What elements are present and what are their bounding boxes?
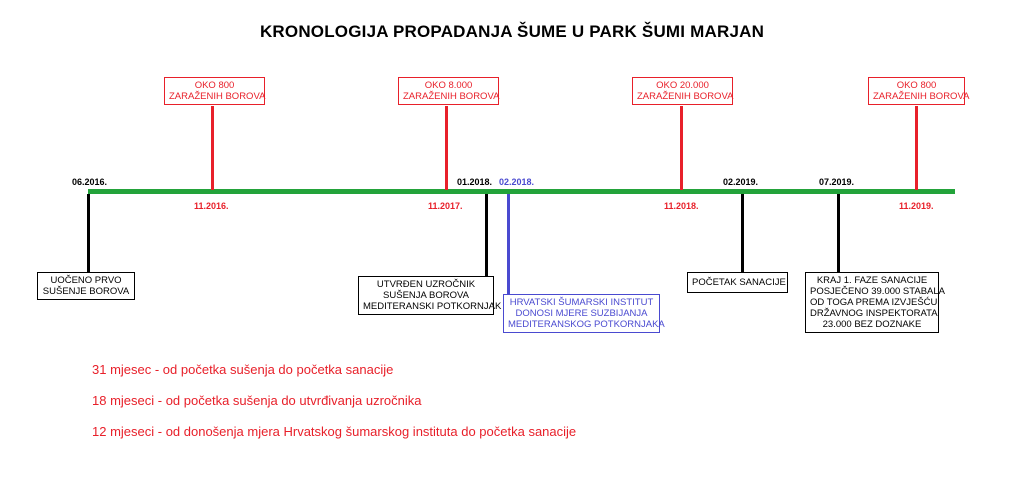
event-date: 02.2018. — [499, 177, 535, 187]
event-box-line: ZARAŽENIH BOROVA — [637, 91, 734, 102]
event-stem-below — [87, 194, 90, 272]
event-date: 01.2018. — [457, 177, 493, 187]
event-box-line: HRVATSKI ŠUMARSKI INSTITUT — [509, 297, 654, 308]
event-stem-above — [680, 106, 683, 190]
event-date: 07.2019. — [819, 177, 855, 187]
event-date: 11.2018. — [664, 201, 699, 211]
event-box-above — [398, 77, 499, 105]
event-box-line: OKO 800 — [896, 80, 937, 91]
event-box-above — [868, 77, 970, 105]
event-date: 06.2016. — [72, 177, 108, 187]
diagram-title: KRONOLOGIJA PROPADANJA ŠUME U PARK ŠUMI MARJAN — [259, 22, 765, 41]
event-box-line: OKO 20.000 — [656, 80, 709, 91]
event-box-line: ZARAŽENIH BOROVA — [873, 91, 970, 102]
event-box-below — [687, 272, 788, 293]
duration-note: 12 mjeseci - od donošenja mjera Hrvatskog šumarskog instituta do početka sanacije — [92, 424, 577, 439]
event-box-below — [37, 272, 135, 300]
event-box-line: KRAJ 1. FAZE SANACIJE — [816, 275, 928, 286]
event-stem-below — [485, 194, 488, 276]
event-date: 11.2016. — [194, 201, 229, 211]
event-box-line: POČETAK SANACIJE — [692, 277, 786, 288]
event-box-line: ZARAŽENIH BOROVA — [403, 91, 500, 102]
event-box-line: DONOSI MJERE SUZBIJANJA — [515, 308, 648, 319]
event-box-line: POSJEČENO 39.000 STABALA — [810, 286, 945, 297]
event-box-line: UTVRĐEN UZROČNIK — [376, 279, 476, 290]
event-box-line: 23.000 BEZ DOZNAKE — [822, 319, 922, 330]
event-box-above — [164, 77, 265, 105]
event-box-line: MEDITERANSKI POTKORNJAK — [363, 301, 502, 312]
event-box-below — [358, 276, 502, 315]
event-box-line: SUŠENJA BOROVA — [383, 290, 469, 301]
timeline-axis — [88, 189, 955, 194]
event-box-line: OD TOGA PREMA IZVJEŠĆU — [810, 297, 938, 308]
event-stem-below — [507, 194, 510, 294]
event-box-below — [503, 294, 665, 333]
event-box-line: MEDITERANSKOG POTKORNJAKA — [508, 319, 665, 330]
event-box-line: DRŽAVNOG INSPEKTORATA — [810, 308, 938, 319]
event-box-below — [805, 272, 945, 333]
event-stem-above — [445, 106, 448, 190]
event-date: 11.2019. — [899, 201, 934, 211]
event-stem-above — [915, 106, 918, 190]
event-box-line: SUŠENJE BOROVA — [42, 286, 130, 297]
event-box-line: OKO 800 — [194, 80, 235, 91]
event-date: 11.2017. — [428, 201, 463, 211]
duration-note: 31 mjesec - od početka sušenja do početka sanacije — [92, 362, 394, 377]
event-stem-below — [741, 194, 744, 272]
event-stem-below — [837, 194, 840, 272]
event-box-line: UOČENO PRVO — [50, 275, 122, 286]
event-date: 02.2019. — [723, 177, 759, 187]
event-box-line: ZARAŽENIH BOROVA — [169, 91, 266, 102]
event-stem-above — [211, 106, 214, 190]
event-box-line: OKO 8.000 — [424, 80, 473, 91]
event-box-above — [632, 77, 733, 105]
duration-note: 18 mjeseci - od početka sušenja do utvrđivanja uzročnika — [92, 393, 422, 408]
